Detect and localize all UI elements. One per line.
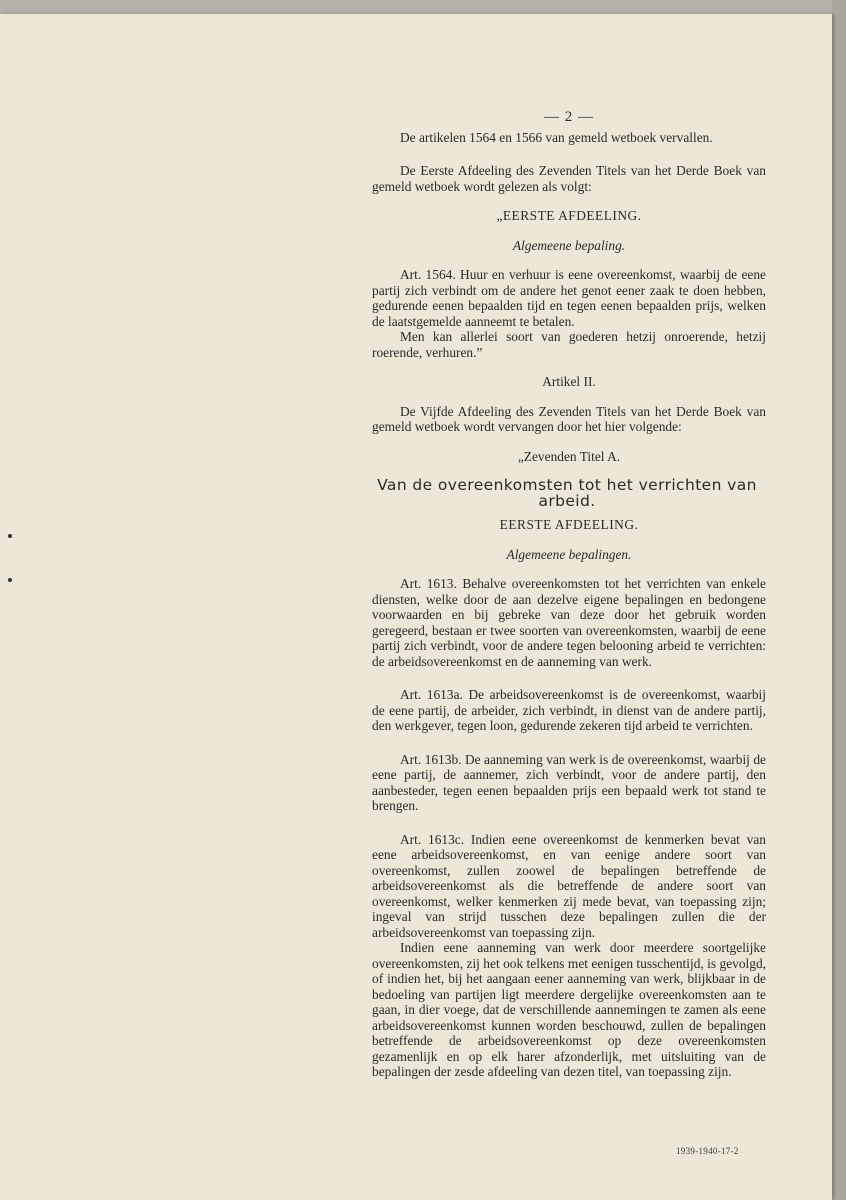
heading-artikel-ii: Artikel II.	[542, 374, 596, 389]
heading-eerste-afdeeling: „EERSTE AFDEELING.	[496, 208, 642, 223]
paragraph-art-1613: Art. 1613. Behalve overeenkomsten tot het verrichten van enkele diensten, welke door de aan dezelve eigene bepalingen en bedongene voorwaarden en bij gebreke van deze door het gebruik worden geregeerd, bestaan er twee soorten van overeenkomsten, waarbij de eene partij zich verbindt, voor de andere tegen belooning arbeid te verrichten: de arbeidsovereenkomst en de aanneming van werk.	[372, 576, 766, 669]
paragraph-art-1613c-cont: Indien eene aanneming van werk door meerdere soortgelijke overeenkomsten, zij het ook telkens met eenigen tusschentijd, is gevolgd, of indien het, bij het aangaan eener aanneming van werk, blijkbaar in de bedoeling van partijen ligt meerdere dergelijke overeenkomsten aan te gaan, in dier voege, dat de verschillende aannemingen te zamen als eene arbeidsovereenkomst kunnen worden beschouwd, zullen de bepalingen betreffende de arbeidsovereenkomst op deze overeenkomsten gezamenlijk en op elk harer afzonderlijk, met uitsluiting van de bepalingen der zesde afdeeling van dezen titel, van toepassing zijn.	[372, 940, 766, 1079]
heading-algemeene-bepaling: Algemeene bepaling.	[512, 237, 626, 253]
heading-algemeene-bepalingen: Algemeene bepalingen.	[506, 546, 632, 562]
heading-eerste-afdeeling-2: EERSTE AFDEELING.	[499, 517, 639, 532]
paragraph-vijfde-afdeeling: De Vijfde Afdeeling des Zevenden Titels van het Derde Boek van gemeld wetboek wordt vervangen door het hier volgende:	[372, 403, 766, 434]
text-column	[372, 110, 766, 1080]
heading-zevenden-titel-a: „Zevenden Titel A.	[517, 448, 621, 464]
punch-mark	[8, 578, 12, 582]
paragraph-art-1613c: Art. 1613c. Indien eene overeenkomst de kenmerken bevat van eene arbeidsovereenkomst, en van eenige andere soort van overeenkomst, zullen zoowel de bepalingen betreffende de arbeidsovereenkomst als die betreffende de andere soort van overeenkomst, welker kenmerken zij mede bevat, van toepassing zijn; ingeval van strijd tusschen deze bepalingen zullen die der arbeidsovereenkomst van toepassing zijn.	[372, 831, 766, 940]
scan-right-edge	[832, 0, 846, 1200]
document-page	[0, 14, 832, 1200]
paragraph-articles-vervallen: De artikelen 1564 en 1566 van gemeld wetboek vervallen.	[400, 129, 713, 145]
scan-top-edge	[0, 0, 846, 14]
page-number: — 2 —	[544, 109, 594, 125]
punch-mark	[8, 534, 12, 538]
paragraph-art-1564-cont: Men kan allerlei soort van goederen hetzij onroerende, hetzij roerende, verhuren.”	[372, 329, 766, 360]
heading-overeenkomsten-arbeid: Van de overeenkomsten tot het verrichten van arbeid.	[377, 476, 757, 510]
reference-code: 1939-1940-17-2	[676, 1146, 739, 1156]
paragraph-art-1613b: Art. 1613b. De aanneming van werk is de overeenkomst, waarbij de eene partij, de aannemer, zich verbindt, voor de andere partij, den aanbesteder, tegen eenen bepaalden prijs een bepaald werk tot stand te brengen.	[372, 751, 766, 813]
paragraph-eerste-afdeeling-intro: De Eerste Afdeeling des Zevenden Titels van het Derde Boek van gemeld wetboek wordt gelezen als volgt:	[372, 163, 766, 194]
paragraph-art-1564: Art. 1564. Huur en verhuur is eene overeenkomst, waarbij de eene partij zich verbindt om de andere het genot eener zaak te doen hebben, gedurende eenen bepaalden tijd en tegen eenen bepaalden prijs, welken de laatstgemelde aanneemt te betalen.	[372, 267, 766, 329]
paragraph-art-1613a: Art. 1613a. De arbeidsovereenkomst is de overeenkomst, waarbij de eene partij, de arbeider, zich verbindt, in dienst van de andere partij, den werkgever, tegen loon, gedurende zekeren tijd arbeid te verrichten.	[372, 687, 766, 733]
